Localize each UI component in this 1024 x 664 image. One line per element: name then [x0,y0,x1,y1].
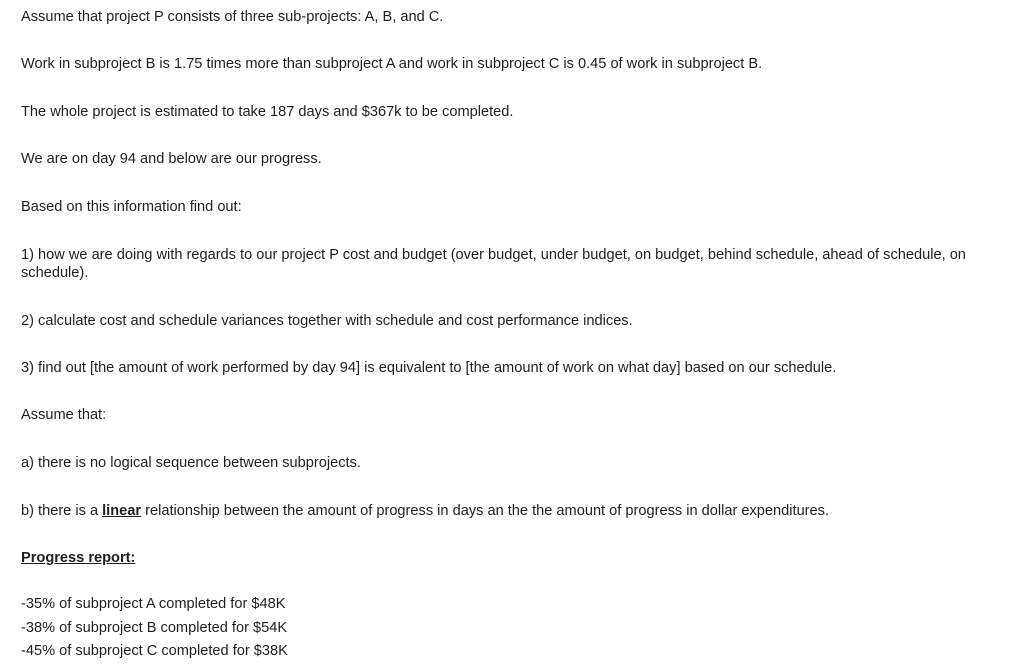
paragraph-work-ratio: Work in subproject B is 1.75 times more than subproject A and work in subproject C is 0.45 of work in subproject B. [21,56,763,72]
paragraph-sub-projects: Assume that project P consists of three sub-projects: A, B, and C. [21,9,444,25]
progress-report-heading: Progress report: [21,550,136,566]
assumption-b [21,502,829,520]
progress-item-a: -35% of subproject A completed for $48K [21,596,286,612]
question-2: 2) calculate cost and schedule variances together with schedule and cost performance indices. [21,313,633,329]
paragraph-find-out: Based on this information find out: [21,199,242,215]
assumption-a: a) there is no logical sequence between subprojects. [21,455,361,471]
progress-item-c: -45% of subproject C completed for $38K [21,643,288,659]
question-3: 3) find out [the amount of work performed by day 94] is equivalent to [the amount of work on what day] based on our schedule. [21,360,837,376]
progress-report-list [21,593,288,664]
assumption-b-prefix: b) there is a [21,503,103,519]
linear-emphasis: linear [102,503,142,519]
question-1: 1) how we are doing with regards to our project P cost and budget (over budget, under budget, on budget, behind schedule, ahead of schedule, on schedule). [21,247,966,281]
paragraph-assume: Assume that: [21,407,107,423]
paragraph-current-day: We are on day 94 and below are our progress. [21,151,322,167]
progress-item-b: -38% of subproject B completed for $54K [21,619,288,636]
assumption-b-suffix: relationship between the amount of progress in days an the the amount of progress in dollar expenditures. [141,503,830,519]
paragraph-estimate: The whole project is estimated to take 187 days and $367k to be completed. [21,104,514,120]
